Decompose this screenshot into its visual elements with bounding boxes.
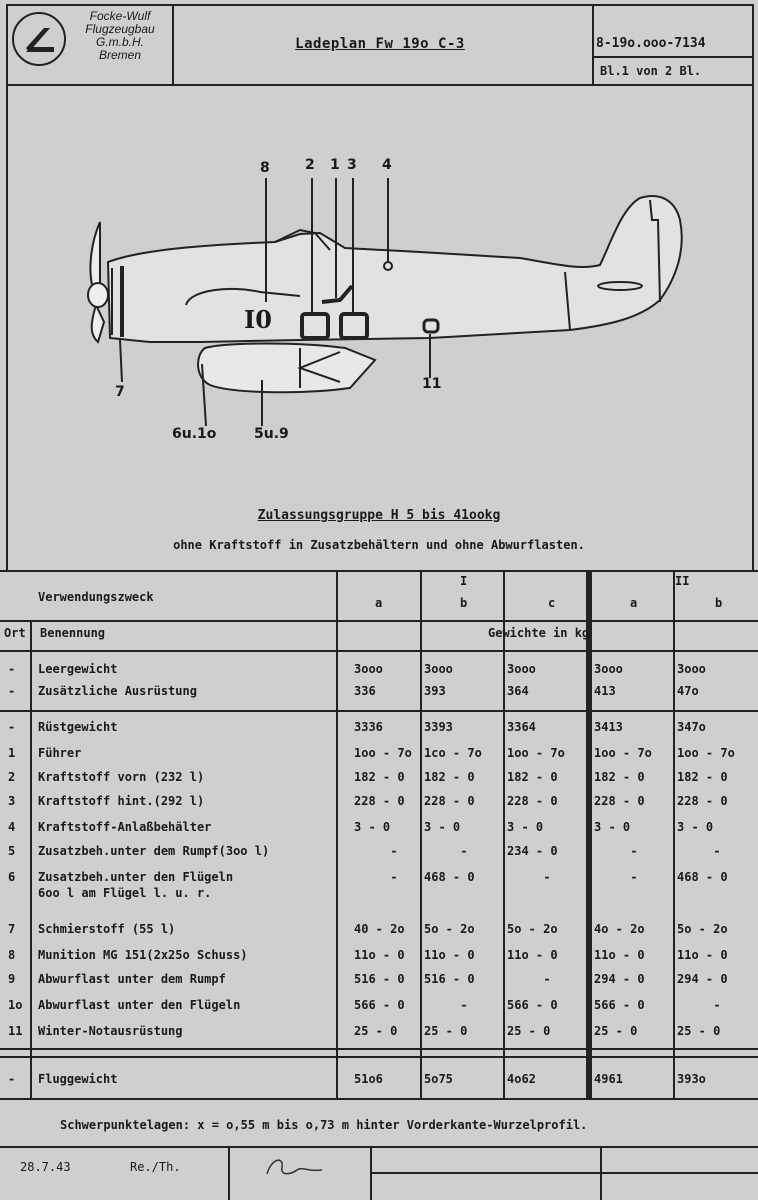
row-value: 294 - 0 xyxy=(594,972,645,986)
row-name: Zusatzbeh.unter den Flügeln xyxy=(38,870,234,884)
row-name: Winter-Notausrüstung xyxy=(38,1024,183,1038)
row-value: 3ooo xyxy=(424,662,453,676)
col-name-label: Benennung xyxy=(40,626,106,640)
aircraft-side-view xyxy=(0,90,758,570)
row-value: 3ooo xyxy=(354,662,383,676)
row-value: 3ooo xyxy=(507,662,536,676)
row-value: 5o75 xyxy=(424,1072,453,1086)
sub-col-1: b xyxy=(460,596,468,610)
row-value: 4o62 xyxy=(507,1072,536,1086)
row-value: 182 - 0 xyxy=(594,770,645,784)
weights-label: Gewichte in kg xyxy=(488,626,590,640)
document-title: Ladeplan Fw 19o C-3 xyxy=(295,36,465,52)
label-5u9: 5u.9 xyxy=(254,426,289,442)
footer-date: 28.7.43 xyxy=(20,1160,71,1174)
row-name-line2: 6oo l am Flügel l. u. r. xyxy=(38,886,212,900)
row-value: 182 - 0 xyxy=(424,770,475,784)
row-value: 3ooo xyxy=(594,662,623,676)
row-name: Leergewicht xyxy=(38,662,118,676)
company-name: Focke-Wulf Flugzeugbau G.m.b.H. Bremen xyxy=(85,9,155,62)
row-value: - xyxy=(713,998,721,1012)
row-value: 294 - 0 xyxy=(677,972,728,986)
header-use-label: Verwendungszweck xyxy=(38,590,154,604)
row-name: Zusätzliche Ausrüstung xyxy=(38,684,197,698)
centre-of-gravity-note: Schwerpunktelagen: x = o,55 m bis o,73 m hinter Vorderkante-Wurzelprofil. xyxy=(60,1118,588,1132)
sub-col-2: c xyxy=(548,596,556,610)
row-value: - xyxy=(630,870,638,884)
row-value: 3393 xyxy=(424,720,453,734)
row-value: 25 - 0 xyxy=(594,1024,638,1038)
row-value: 1oo - 7o xyxy=(507,746,565,760)
row-value: - xyxy=(543,870,551,884)
row-ort: 1 xyxy=(8,746,16,760)
row-value: 51o6 xyxy=(354,1072,383,1086)
col-ort-label: Ort xyxy=(4,626,26,640)
label-2: 2 xyxy=(305,157,315,173)
label-1: 1 xyxy=(330,157,340,173)
row-value: 3 - 0 xyxy=(424,820,461,834)
group-i-label: I xyxy=(460,574,468,588)
row-value: 11o - 0 xyxy=(507,948,558,962)
row-value: 3ooo xyxy=(677,662,706,676)
row-value: 182 - 0 xyxy=(677,770,728,784)
row-value: 3 - 0 xyxy=(677,820,714,834)
sub-col-4: b xyxy=(715,596,723,610)
row-value: 228 - 0 xyxy=(594,794,645,808)
label-3: 3 xyxy=(347,157,357,173)
row-value: 228 - 0 xyxy=(424,794,475,808)
row-ort: 5 xyxy=(8,844,16,858)
row-value: 516 - 0 xyxy=(424,972,475,986)
fuel-note-caption: ohne Kraftstoff in Zusatzbehältern und ohne Abwurflasten. xyxy=(173,538,585,552)
row-value: - xyxy=(713,844,721,858)
row-value: 336 xyxy=(354,684,376,698)
row-ort: 6 xyxy=(8,870,16,884)
row-value: 393o xyxy=(677,1072,706,1086)
row-value: 234 - 0 xyxy=(507,844,558,858)
row-value: 3364 xyxy=(507,720,536,734)
row-value: 1co - 7o xyxy=(424,746,482,760)
row-value: 228 - 0 xyxy=(677,794,728,808)
row-value: - xyxy=(543,972,551,986)
row-ort: 11 xyxy=(8,1024,23,1038)
row-ort: 4 xyxy=(8,820,16,834)
row-ort: 8 xyxy=(8,948,16,962)
row-name: Kraftstoff vorn (232 l) xyxy=(38,770,205,784)
signature xyxy=(262,1152,332,1182)
row-value: 182 - 0 xyxy=(507,770,558,784)
sheet-number: Bl.1 von 2 Bl. xyxy=(600,64,702,78)
row-value: 364 xyxy=(507,684,529,698)
row-value: - xyxy=(630,844,638,858)
row-value: - xyxy=(390,844,398,858)
row-ort: - xyxy=(8,720,16,734)
row-name: Rüstgewicht xyxy=(38,720,118,734)
row-ort: - xyxy=(8,662,16,676)
row-value: 5o - 2o xyxy=(424,922,475,936)
row-value: 182 - 0 xyxy=(354,770,405,784)
row-name: Schmierstoff (55 l) xyxy=(38,922,176,936)
row-value: 3413 xyxy=(594,720,623,734)
drawing-number: 8-19o.ooo-7134 xyxy=(596,36,706,51)
row-value: 566 - 0 xyxy=(507,998,558,1012)
row-value: 413 xyxy=(594,684,616,698)
row-name: Fluggewicht xyxy=(38,1072,118,1086)
row-value: 5o - 2o xyxy=(677,922,728,936)
row-value: 11o - 0 xyxy=(354,948,405,962)
label-4: 4 xyxy=(382,157,392,173)
row-ort: 9 xyxy=(8,972,16,986)
sub-col-0: a xyxy=(375,596,383,610)
row-value: 516 - 0 xyxy=(354,972,405,986)
row-value: 5o - 2o xyxy=(507,922,558,936)
label-11: 11 xyxy=(422,376,442,392)
row-value: 3 - 0 xyxy=(507,820,544,834)
row-value: - xyxy=(460,998,468,1012)
row-name: Führer xyxy=(38,746,82,760)
row-value: 566 - 0 xyxy=(354,998,405,1012)
row-value: 25 - 0 xyxy=(677,1024,721,1038)
row-name: Abwurflast unter dem Rumpf xyxy=(38,972,226,986)
footer-initials: Re./Th. xyxy=(130,1160,181,1174)
label-7: 7 xyxy=(115,384,125,400)
group-ii-label: II xyxy=(675,574,690,588)
row-value: - xyxy=(460,844,468,858)
row-value: 4961 xyxy=(594,1072,623,1086)
row-name: Zusatzbeh.unter dem Rumpf(3oo l) xyxy=(38,844,270,858)
row-value: 468 - 0 xyxy=(424,870,475,884)
row-ort: 1o xyxy=(8,998,23,1012)
row-value: - xyxy=(390,870,398,884)
sub-col-3: a xyxy=(630,596,638,610)
row-value: 1oo - 7o xyxy=(354,746,412,760)
approval-group-caption: Zulassungsgruppe H 5 bis 41ookg xyxy=(257,508,501,523)
row-name: Kraftstoff hint.(292 l) xyxy=(38,794,205,808)
row-name: Munition MG 151(2x25o Schuss) xyxy=(38,948,248,962)
row-ort: 2 xyxy=(8,770,16,784)
row-ort: - xyxy=(8,1072,16,1086)
row-value: 47o xyxy=(677,684,699,698)
row-value: 25 - 0 xyxy=(424,1024,468,1038)
row-value: 1oo - 7o xyxy=(677,746,735,760)
label-io: I0 xyxy=(244,305,272,334)
row-value: 11o - 0 xyxy=(424,948,475,962)
row-ort: 7 xyxy=(8,922,16,936)
row-value: 468 - 0 xyxy=(677,870,728,884)
label-8: 8 xyxy=(260,160,270,176)
row-ort: - xyxy=(8,684,16,698)
row-value: 228 - 0 xyxy=(354,794,405,808)
row-value: 566 - 0 xyxy=(594,998,645,1012)
focke-wulf-logo xyxy=(12,12,66,66)
row-value: 40 - 2o xyxy=(354,922,405,936)
row-name: Kraftstoff-Anlaßbehälter xyxy=(38,820,212,834)
row-ort: 3 xyxy=(8,794,16,808)
row-value: 393 xyxy=(424,684,446,698)
row-name: Abwurflast unter den Flügeln xyxy=(38,998,241,1012)
row-value: 4o - 2o xyxy=(594,922,645,936)
row-value: 1oo - 7o xyxy=(594,746,652,760)
row-value: 3336 xyxy=(354,720,383,734)
row-value: 25 - 0 xyxy=(354,1024,398,1038)
row-value: 347o xyxy=(677,720,706,734)
row-value: 11o - 0 xyxy=(594,948,645,962)
row-value: 228 - 0 xyxy=(507,794,558,808)
row-value: 25 - 0 xyxy=(507,1024,551,1038)
label-6u10: 6u.1o xyxy=(172,426,217,442)
row-value: 3 - 0 xyxy=(594,820,631,834)
row-value: 3 - 0 xyxy=(354,820,391,834)
row-value: 11o - 0 xyxy=(677,948,728,962)
